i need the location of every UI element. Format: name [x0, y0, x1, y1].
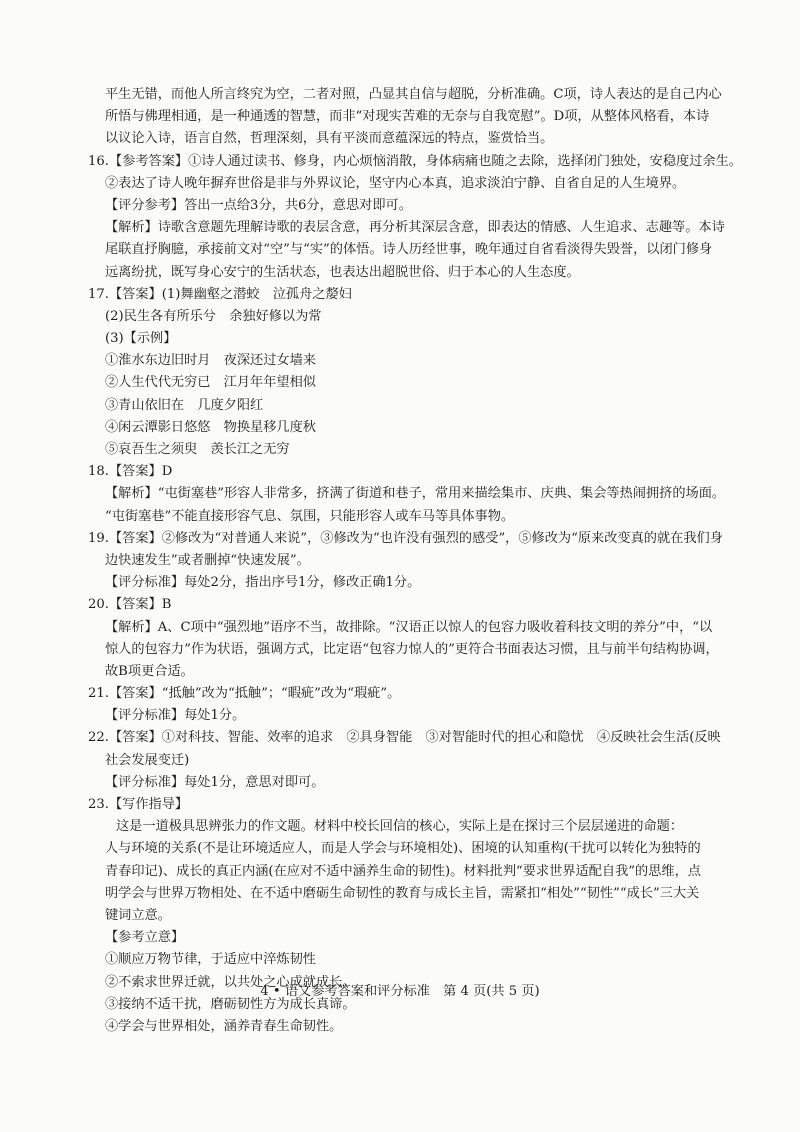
- text-line: 平生无错，而他人所言终究为空，二者对照，凸显其自信与超脱，分析准确。C项，诗人表达的是自己内心: [105, 87, 722, 102]
- text-line: ②人生代代无穷已 江月年年望相似: [105, 375, 316, 391]
- text-line: 【解析】A、C项中“强烈地”语序不当，故排除。“汉语正以惊人的包容力吸收着科技文明的养分”中，“以: [105, 619, 713, 635]
- text-line: ①淮水东边旧时月 夜深还过女墙来: [105, 353, 316, 369]
- text-line: 边快速发生”或者删掉“快速发展”。: [105, 552, 310, 568]
- text-line: 【参考立意】: [105, 930, 185, 946]
- text-line: 【评分标准】每处1分。: [105, 708, 246, 724]
- text-line: 18.【答案】D: [88, 464, 173, 480]
- page-footer: 4 • 语文参考答案和评分标准 第 4 页(共 5 页): [260, 984, 540, 999]
- text-line: ②不索求世界迁就，以共处之心成就成长。: [105, 974, 356, 990]
- text-line: 这是一道极具思辨张力的作文题。材料中校长回信的核心，实际上是在探讨三个层层递进的命题：: [116, 819, 684, 835]
- text-line: 16.【参考答案】①诗人通过读书、修身，内心烦恼消散，身体病痛也随之去除，选择闭门独处，安稳度过余生。: [88, 153, 742, 169]
- text-line: “屯街塞巷”不能直接形容气息、氛围，只能形容人或车马等具体事物。: [105, 508, 515, 524]
- text-line: ④学会与世界相处，涵养青春生命韧性。: [105, 1018, 343, 1034]
- text-line: 22.【答案】①对科技、智能、效率的追求 ②具身智能 ③对智能时代的担心和隐忧 ④反映社会生活(反映: [88, 730, 721, 746]
- text-line: ③接纳不适干扰，磨砺韧性方为成长真谛。: [105, 996, 356, 1012]
- text-line: 20.【答案】B: [88, 597, 172, 613]
- answer-content: [88, 84, 742, 1038]
- text-line: 23.【写作指导】: [88, 797, 189, 812]
- text-line: ④闲云潭影日悠悠 物换星移几度秋: [105, 419, 316, 435]
- text-line: 键词立意。: [105, 907, 171, 923]
- text-line: (2)民生各有所乐兮 余独好修以为常: [105, 308, 322, 324]
- text-line: 社会发展变迁): [105, 752, 190, 768]
- text-line: 惊人的包容力”作为状语，强调方式，比定语“包容力惊人的”更符合书面表达习惯，且与前半句结构协调，: [105, 641, 719, 657]
- text-line: 19.【答案】②修改为“对普通人来说”，③修改为“也许没有强烈的感受”，⑤修改为“原来改变真的就在我们身: [88, 530, 723, 546]
- text-line: 【评分参考】答出一点给3分，共6分，意思对即可。: [105, 197, 412, 213]
- text-line: 21.【答案】“抵触”改为“抵触”；“暇疵”改为“瑕疵”。: [88, 686, 401, 702]
- text-line: 【评分标准】每处1分，意思对即可。: [105, 774, 325, 790]
- text-line: (3)【示例】: [105, 331, 177, 347]
- text-line: 17.【答案】(1)舞幽壑之潜蛟 泣孤舟之嫠妇: [88, 286, 352, 302]
- text-line: 尾联直抒胸臆，承接前文对“空”与“实”的体悟。诗人历经世事，晚年通过自省看淡得失毁誉，以闭门修身: [105, 242, 713, 258]
- text-line: ③青山依旧在 几度夕阳红: [105, 397, 264, 413]
- text-line: 明学会与世界万物相处、在不适中磨砺生命韧性的教育与成长主旨，需紧扣“相处”“韧性”“成长”三大关: [105, 885, 700, 901]
- text-line: ⑤哀吾生之须臾 羡长江之无穷: [105, 442, 290, 457]
- text-line: 青春印记)、成长的真正内涵(在应对不适中涵养生命的韧性)。材料批判“要求世界适配自我”的思维，点: [105, 863, 701, 879]
- text-line: 故B项更合适。: [105, 663, 194, 679]
- text-line: ②表达了诗人晚年摒弃世俗是非与外界议论，坚守内心本真，追求淡泊宁静、自省自足的人生境界。: [105, 175, 686, 191]
- text-line: 以议论入诗，语言自然，哲理深刻，具有平淡而意蕴深远的特点，鉴赏恰当。: [105, 131, 554, 147]
- text-line: 远离纷扰，既写身心安宁的生活状态，也表达出超脱世俗、归于本心的人生态度。: [105, 264, 580, 280]
- text-line: ①顺应万物节律，于适应中淬炼韧性: [105, 952, 316, 968]
- text-line: 【评分标准】每处2分，指出序号1分，修改正确1分。: [105, 575, 421, 591]
- text-line: 【解析】“屯街塞巷”形容人非常多，挤满了街道和巷子，常用来描绘集市、庆典、集会等热闹拥挤的场面。: [105, 486, 726, 502]
- text-line: 所悟与佛理相通，是一种通透的智慧，而非“对现实苦难的无奈与自我宽慰”。D项，从整体风格看，本诗: [105, 109, 710, 125]
- text-line: 人与环境的关系(不是让环境适应人，而是人学会与环境相处)、困境的认知重构(干扰可以转化为独特的: [105, 841, 701, 857]
- text-line: 【解析】诗歌含意题先理解诗歌的表层含意，再分析其深层含意，即表达的情感、人生追求、志趣等。本诗: [105, 220, 725, 236]
